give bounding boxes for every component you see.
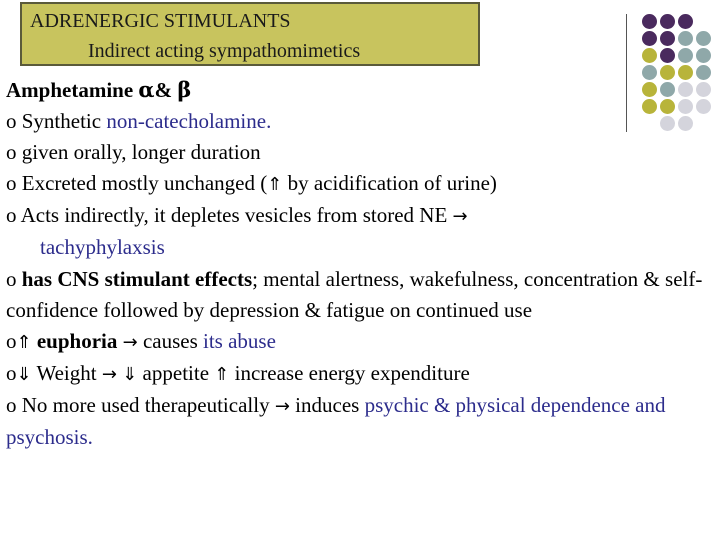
bullet-marker: o <box>6 203 17 228</box>
up-arrow-icon: ⇑ <box>16 331 32 353</box>
decor-dot <box>696 31 711 46</box>
bullet-text: ; mental alertness, wakefulness, concentration & self-confidence followed by depression & fatigue on continued use <box>6 266 703 322</box>
highlight-text: dependence and psychosis. <box>6 392 666 450</box>
bullet-text: Acts indirectly, it depletes vesicles from stored NE <box>20 203 448 228</box>
bold-text: has CNS stimulant effects <box>21 266 253 291</box>
slide-body <box>6 74 716 453</box>
bullet-marker: o <box>6 109 17 134</box>
bullet-indirect <box>6 200 716 232</box>
right-arrow-icon: → <box>274 395 290 417</box>
right-arrow-icon: → <box>101 363 117 385</box>
decor-dot <box>642 14 657 29</box>
bullet-marker: o <box>6 392 17 417</box>
bold-text: euphoria <box>36 328 118 353</box>
bullet-marker: o <box>6 266 17 291</box>
bullet-text: Weight <box>36 360 97 385</box>
bullet-marker: o <box>6 328 17 353</box>
bullet-synthetic <box>6 106 716 137</box>
bullet-text: causes <box>142 328 198 353</box>
decor-dot <box>660 48 675 63</box>
highlight-text: psychic & physical <box>364 392 526 417</box>
ampersand: & <box>154 78 173 102</box>
right-arrow-icon: → <box>122 331 138 353</box>
decor-dot <box>678 48 693 63</box>
bullet-text: induces <box>295 392 360 417</box>
bullet-oral <box>6 137 716 168</box>
down-arrow-icon: ⇓ <box>16 363 32 385</box>
decor-dot <box>660 14 675 29</box>
up-arrow-icon: ⇑ <box>214 363 230 385</box>
highlight-text: non-catecholamine. <box>106 109 272 134</box>
bullet-text: Excreted mostly unchanged ( <box>21 171 268 196</box>
bullet-text: Synthetic <box>21 109 102 134</box>
decor-dot <box>642 31 657 46</box>
decor-dot <box>642 48 657 63</box>
bullet-text: appetite <box>142 360 210 385</box>
bullet-marker: o <box>6 360 17 385</box>
bullet-text: No more used therapeutically <box>21 392 270 417</box>
beta-symbol: β <box>177 77 192 102</box>
bullet-cns <box>6 264 716 326</box>
bullet-excreted <box>6 168 716 200</box>
down-arrow-icon: ⇓ <box>122 363 138 385</box>
decor-dot <box>660 31 675 46</box>
slide-title: ADRENERGIC STIMULANTS <box>30 10 291 32</box>
bullet-marker: o <box>6 140 17 165</box>
bullet-text: by acidification of urine) <box>287 171 497 196</box>
slide-subtitle: Indirect acting sympathomimetics <box>88 40 361 62</box>
bullet-continuation: tachyphylaxsis <box>40 235 165 260</box>
right-arrow-icon: → <box>452 206 468 228</box>
decor-dot <box>696 48 711 63</box>
decor-dot <box>678 31 693 46</box>
title-box <box>20 2 480 66</box>
bullet-weight <box>6 358 716 390</box>
bullet-no-more-used <box>6 390 716 453</box>
bullet-marker: o <box>6 171 17 196</box>
bullet-text: given orally, longer duration <box>21 140 261 165</box>
drug-heading <box>6 74 716 106</box>
highlight-text: its abuse <box>203 328 276 353</box>
up-arrow-icon: ⇑ <box>267 174 283 196</box>
bullet-text: increase energy expenditure <box>234 360 470 385</box>
bullet-euphoria <box>6 326 716 358</box>
alpha-symbol: α <box>138 77 155 102</box>
decor-dot <box>678 14 693 29</box>
drug-name: Amphetamine <box>6 78 134 102</box>
